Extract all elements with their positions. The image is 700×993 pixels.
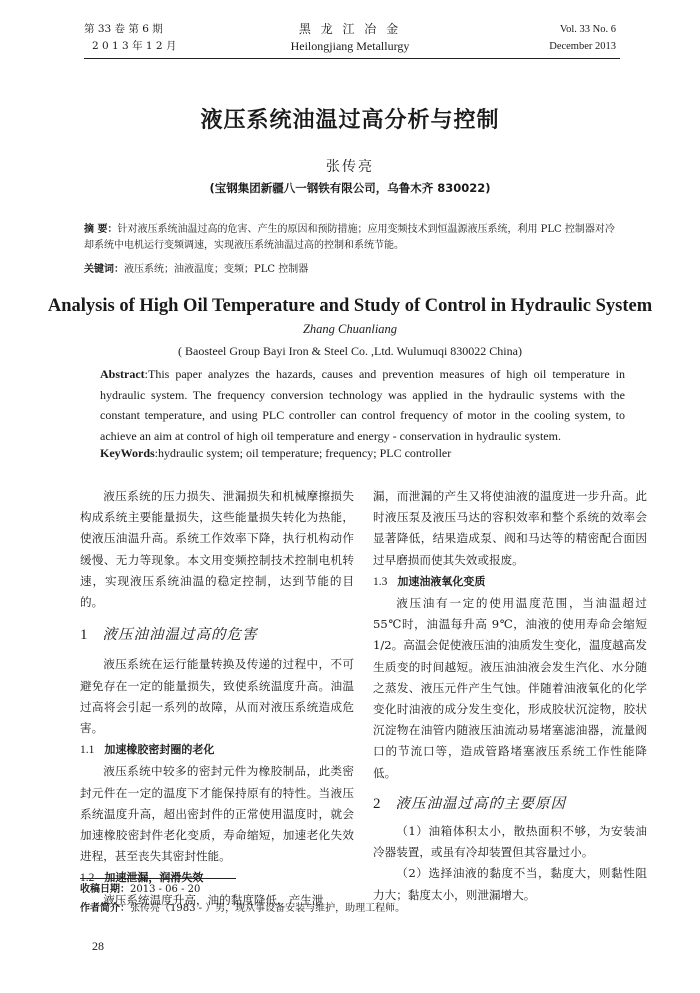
keywords-cn-label: 关键词： [84,264,124,275]
section-2-number: 2 [373,795,382,812]
section-1-3-title: 加速油液氧化变质 [397,574,486,588]
section-1-heading [80,625,354,646]
keywords-en-text: :hydraulic system; oil temperature; frequency; PLC controller [154,446,452,460]
affiliation-cn: (宝钢集团新疆八一钢铁有限公司，乌鲁木齐 830022) [209,181,491,195]
section-1-title: 液压油油温过高的危害 [102,627,258,644]
section-1-2-number: 1.2 [80,872,95,885]
author-bio-label: 作者简介： [80,903,130,914]
abstract-cn [84,222,624,254]
keywords-en-label: KeyWords [100,446,155,460]
footnote-author-bio [80,901,640,917]
section-1-1-title: 加速橡胶密封圈的老化 [104,743,215,757]
running-header-center [250,21,450,55]
keywords-cn [84,262,624,278]
section-1-3-number: 1.3 [373,575,388,588]
body-column-left [80,486,354,911]
section-1-1-paragraph: 液压系统中较多的密封元件为橡胶制品，此类密封元件在一定的温度下才能保持原有的特性。当液压系统温度升高，超出密封件的正常使用温度时，就会加速橡胶密封件老化变质，寿命缩短，加速老化失效进程，甚至丧失其密封性能。 [80,764,354,864]
paper-title-en: Analysis of High Oil Temperature and Study of Control in Hydraulic System [47,296,653,316]
running-header-left [84,21,176,55]
section-2-heading [373,794,647,815]
abstract-en [100,364,625,446]
journal-name-en: Heilongjiang Metallurgy [290,39,410,53]
body-column-right [373,486,647,906]
abstract-cn-label: 摘 要： [84,224,118,235]
section-1-1-number: 1.1 [80,744,95,757]
author-bio-text: 张传亮（1983 - ）男，现从事设备安装与维护，助理工程师。 [130,903,406,914]
running-header-right [549,21,616,55]
keywords-cn-text: 液压系统；油液温度；变频；PLC 控制器 [124,264,309,275]
section-2-title: 液压油温过高的主要原因 [395,795,566,812]
section-1-number: 1 [80,627,89,644]
keywords-en [100,443,625,463]
section-1-2-paragraph-continued: 漏，而泄漏的产生又将使油液的温度进一步升高。此时液压泵及液压马达的容积效率和整个系统的效率会显著降低，结果造成泵、阀和马达等的精密配合面因过早磨损而使其失效或报废。 [373,489,647,567]
header-rule [84,58,620,59]
page-number: 28 [92,939,104,953]
footnote-received [80,882,640,898]
section-1-1-heading [80,739,354,761]
section-1-paragraph: 液压系统在运行能量转换及传递的过程中，不可避免存在一定的能量损失，致使系统温度升高。油温过高将会引起一系列的故障，从而对液压系统造成危害。 [80,657,354,736]
section-2-paragraph-2: （2）选择油液的黏度不当，黏度大，则黏性阻力大；黏度太小，则泄漏增大。 [373,866,647,902]
footnote-rule [80,878,236,879]
volume-issue-en: Vol. 33 No. 6 [559,24,616,35]
paper-title-cn: 液压系统油温过高分析与控制 [200,108,500,133]
author-en: Zhang Chuanliang [302,322,398,336]
abstract-en-text: :This paper analyzes the hazards, causes and prevention measures of high oil temperature in hydraulic system. The frequency conversion technology was applied in the hydraulic systems with the constant temperature, and using PLC controller can control frequency of motor in the cooling system, to achieve an aim at control of high oil temperature and energy - conservation in hydraulic system. [100,367,625,443]
journal-name-cn: 黑 龙 江 冶 金 [298,22,402,36]
received-date: 2013 - 06 - 20 [130,884,201,895]
section-1-3-paragraph: 液压油有一定的使用温度范围，当油温超过 55℃时，油温每升高 9℃，油液的使用寿命会缩短 1/2。高温会促使液压油的油质发生变化，温度越高发生质变的时间越短。液压油油液会发生汽化、水分随之蒸发、液压元件产生气蚀。伴随着油液氧化的化学变化时油液的成分发生变化，形成胶状沉淀物，胶状沉淀物在油管内随液压油流动易堵塞滤油器，流量阀口的节流口等，造成管路堵塞液压系统工作性能降低。 [373,596,647,780]
received-label: 收稿日期： [80,884,130,895]
abstract-en-label: Abstract [100,367,145,381]
affiliation-en: ( Baosteel Group Bayi Iron & Steel Co. ,Ltd. Wulumuqi 830022 China) [178,344,522,358]
section-1-2-title: 加速泄漏，润滑失效 [104,871,204,885]
date-en: December 2013 [549,41,616,52]
volume-issue-cn: 第 33 卷 第 6 期 [84,23,163,35]
abstract-cn-text: 针对液压系统油温过高的危害、产生的原因和预防措施；应用变频技术到恒温源液压系统，利用 PLC 控制器对冷却系统中电机运行变频调速，实现液压系统油温过高的控制和系统节能。 [84,224,615,251]
section-2-paragraph-1: （1）油箱体积太小，散热面积不够，为安装油冷器装置，或虽有冷却装置但其容量过小。 [373,824,647,860]
intro-paragraph: 液压系统的压力损失、泄漏损失和机械摩擦损失构成系统主要能量损失，这些能量损失转化为热能，使液压油温升高。系统工作效率下降，执行机构动作缓慢、无力等现象。本文用变频控制技术控制电机转速，实现液压系统油温的稳定控制，达到节能的目的。 [80,489,354,610]
section-1-3-heading [373,571,647,593]
author-cn: 张传亮 [326,159,374,175]
date-cn: 2 0 1 3 年 1 2 月 [92,40,177,52]
section-1-2-paragraph-start: 液压系统温度升高，油的黏度降低，产生泄 [103,892,324,907]
